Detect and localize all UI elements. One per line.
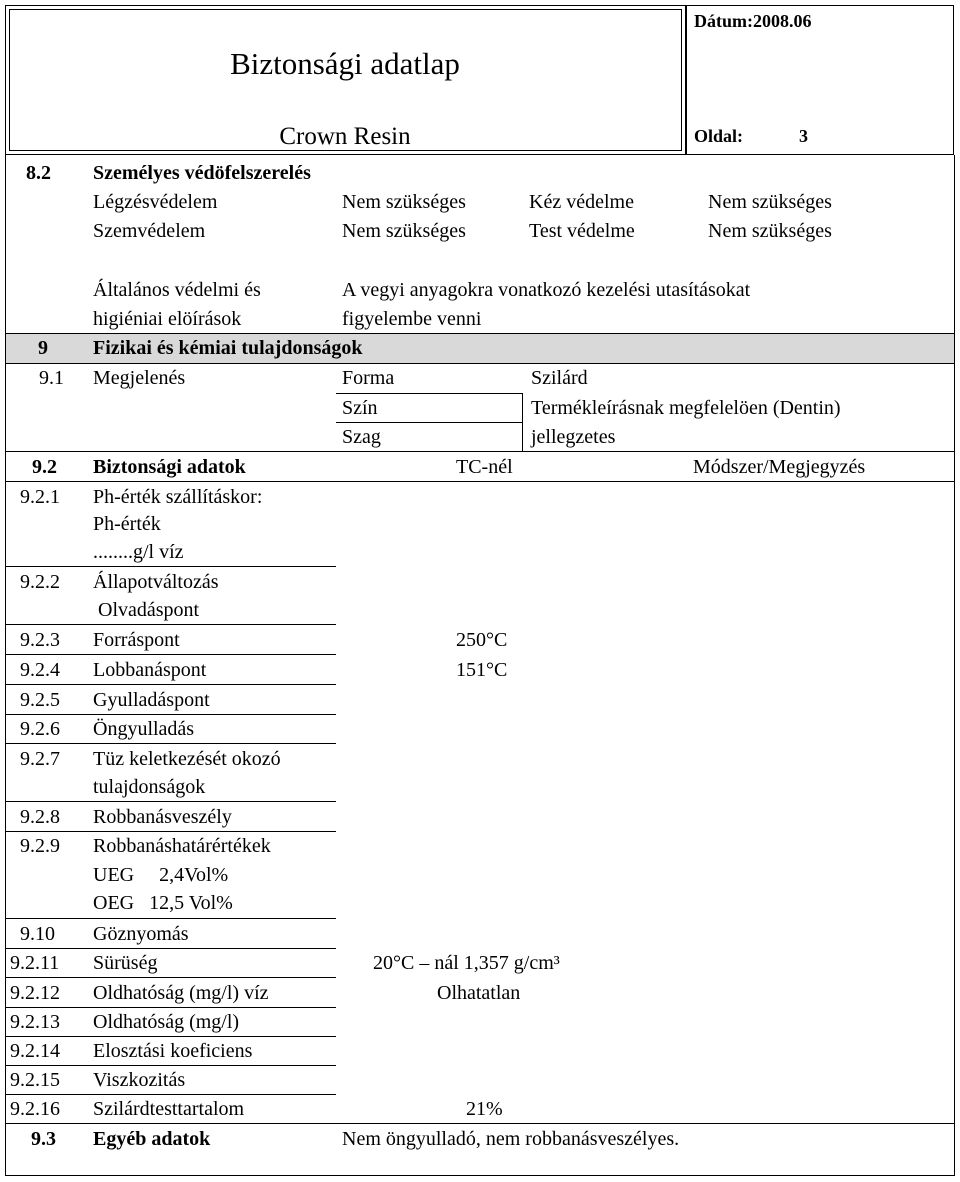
row-divider bbox=[5, 566, 336, 567]
general-measures-label-2: higiéniai elöírások bbox=[93, 308, 242, 330]
section-9-band-bottom bbox=[5, 363, 955, 364]
general-measures-label-1: Általános védelmi és bbox=[93, 279, 261, 301]
hand-protection-value: Nem szükséges bbox=[708, 191, 832, 213]
prop-9-2-3-value: 250°C bbox=[456, 629, 508, 651]
section-9-2-header-line bbox=[5, 481, 955, 482]
row-divider bbox=[5, 1123, 955, 1124]
respiratory-value: Nem szükséges bbox=[342, 191, 466, 213]
section-9-1-col-divider bbox=[522, 393, 523, 451]
prop-9-2-2-line-1: Állapotváltozás bbox=[93, 571, 219, 593]
row-divider bbox=[5, 948, 336, 949]
row-divider bbox=[5, 684, 336, 685]
section-9-band-top bbox=[5, 333, 955, 334]
row-divider bbox=[5, 918, 336, 919]
section-9-title: Fizikai és kémiai tulajdonságok bbox=[93, 337, 363, 359]
section-9-3-title: Egyéb adatok bbox=[93, 1128, 211, 1150]
prop-9-2-9-line-3: OEG 12,5 Vol% bbox=[93, 892, 233, 914]
section-9-3-number: 9.3 bbox=[31, 1128, 56, 1150]
prop-9-2-1-line-1: Ph-érték szállításkor: bbox=[93, 486, 263, 508]
prop-9-2-13-number: 9.2.13 bbox=[10, 1011, 60, 1033]
document-date: Dátum:2008.06 bbox=[694, 11, 812, 31]
row-divider bbox=[5, 801, 336, 802]
row-divider bbox=[5, 743, 336, 744]
prop-9-10-number: 9.10 bbox=[20, 923, 55, 945]
prop-9-2-1-number: 9.2.1 bbox=[20, 486, 60, 508]
section-9-1-number: 9.1 bbox=[39, 367, 64, 389]
eye-protection-label: Szemvédelem bbox=[93, 220, 206, 242]
body-protection-value: Nem szükséges bbox=[708, 220, 832, 242]
hand-protection-label: Kéz védelme bbox=[529, 191, 634, 213]
row-divider bbox=[5, 654, 336, 655]
prop-9-2-16-label: Szilárdtesttartalom bbox=[93, 1098, 245, 1120]
row-divider bbox=[5, 1036, 336, 1037]
row-divider bbox=[5, 1007, 336, 1008]
tc-column-header: TC-nél bbox=[456, 456, 513, 478]
prop-9-2-14-label: Elosztási koeficiens bbox=[93, 1040, 253, 1062]
general-measures-text-2: figyelembe venni bbox=[342, 308, 482, 330]
prop-9-2-6-label: Öngyulladás bbox=[93, 718, 195, 740]
prop-9-2-12-label: Oldhatóság (mg/l) víz bbox=[93, 982, 269, 1004]
prop-9-2-2-number: 9.2.2 bbox=[20, 571, 60, 593]
section-9-2-title: Biztonsági adatok bbox=[93, 456, 246, 478]
eye-protection-value: Nem szükséges bbox=[342, 220, 466, 242]
section-9-3-text: Nem öngyulladó, nem robbanásveszélyes. bbox=[342, 1128, 680, 1150]
prop-9-2-15-label: Viszkozitás bbox=[93, 1069, 186, 1091]
section-9-1-bottom bbox=[5, 451, 955, 452]
odor-value: jellegzetes bbox=[531, 426, 616, 448]
body-left-border bbox=[5, 155, 6, 1175]
section-9-number: 9 bbox=[38, 337, 48, 359]
prop-9-2-8-number: 9.2.8 bbox=[20, 806, 60, 828]
odor-label: Szag bbox=[342, 426, 381, 448]
prop-9-2-5-label: Gyulladáspont bbox=[93, 689, 210, 711]
prop-9-2-8-label: Robbanásveszély bbox=[93, 806, 232, 828]
prop-9-2-12-value: Olhatatlan bbox=[437, 982, 521, 1004]
prop-9-2-1-line-2: Ph-érték bbox=[93, 513, 161, 535]
color-label: Szín bbox=[342, 397, 378, 419]
general-measures-text-1: A vegyi anyagokra vonatkozó kezelési utasításokat bbox=[342, 279, 751, 301]
method-column-header: Módszer/Megjegyzés bbox=[693, 456, 866, 478]
section-9-1-divider-2 bbox=[336, 422, 522, 423]
prop-9-2-5-number: 9.2.5 bbox=[20, 689, 60, 711]
section-9-2-number: 9.2 bbox=[32, 456, 57, 478]
prop-9-2-1-line-3: ........g/l víz bbox=[93, 541, 184, 563]
prop-9-2-4-label: Lobbanáspont bbox=[93, 659, 207, 681]
row-divider bbox=[5, 977, 336, 978]
body-right-border bbox=[954, 155, 955, 1175]
section-9-1-divider bbox=[336, 393, 522, 394]
prop-9-2-14-number: 9.2.14 bbox=[10, 1040, 60, 1062]
prop-9-2-16-number: 9.2.16 bbox=[10, 1098, 60, 1120]
prop-9-2-4-value: 151°C bbox=[456, 659, 508, 681]
prop-9-2-9-line-2: UEG 2,4Vol% bbox=[93, 864, 229, 886]
row-divider bbox=[5, 831, 336, 832]
page-label: Oldal: bbox=[694, 126, 744, 146]
section-8-2-title: Személyes védöfelszerelés bbox=[93, 162, 311, 184]
prop-9-2-3-label: Forráspont bbox=[93, 629, 180, 651]
body-bottom-border bbox=[5, 1175, 955, 1176]
prop-9-2-4-number: 9.2.4 bbox=[20, 659, 60, 681]
document-title: Biztonsági adatlap bbox=[230, 46, 460, 81]
prop-9-2-12-number: 9.2.12 bbox=[10, 982, 60, 1004]
prop-9-2-11-value: 20°C – nál 1,357 g/cm³ bbox=[373, 952, 560, 974]
form-value: Szilárd bbox=[531, 367, 588, 389]
row-divider bbox=[5, 714, 336, 715]
prop-9-2-7-number: 9.2.7 bbox=[20, 748, 60, 770]
color-value: Termékleírásnak megfelelöen (Dentin) bbox=[531, 397, 841, 419]
prop-9-2-7-line-1: Tüz keletkezését okozó bbox=[93, 748, 281, 770]
body-protection-label: Test védelme bbox=[529, 220, 635, 242]
prop-9-2-9-number: 9.2.9 bbox=[20, 835, 60, 857]
form-label: Forma bbox=[342, 367, 395, 389]
prop-9-2-15-number: 9.2.15 bbox=[10, 1069, 60, 1091]
page-number: 3 bbox=[799, 126, 808, 146]
prop-9-2-9-line-1: Robbanáshatárértékek bbox=[93, 835, 271, 857]
row-divider bbox=[5, 624, 336, 625]
row-divider bbox=[5, 1094, 336, 1095]
prop-9-2-6-number: 9.2.6 bbox=[20, 718, 60, 740]
prop-9-2-11-label: Sürüség bbox=[93, 952, 158, 974]
prop-9-2-7-line-2: tulajdonságok bbox=[93, 776, 206, 798]
respiratory-label: Légzésvédelem bbox=[93, 191, 218, 213]
product-name: Crown Resin bbox=[279, 123, 411, 150]
prop-9-2-13-label: Oldhatóság (mg/l) bbox=[93, 1011, 240, 1033]
prop-9-10-label: Göznyomás bbox=[93, 923, 189, 945]
prop-9-2-16-value: 21% bbox=[466, 1098, 503, 1120]
section-8-2-number: 8.2 bbox=[26, 162, 51, 184]
prop-9-2-3-number: 9.2.3 bbox=[20, 629, 60, 651]
appearance-label: Megjelenés bbox=[93, 367, 186, 389]
row-divider bbox=[5, 1065, 336, 1066]
prop-9-2-11-number: 9.2.11 bbox=[10, 952, 60, 974]
prop-9-2-2-line-2: Olvadáspont bbox=[93, 599, 200, 621]
